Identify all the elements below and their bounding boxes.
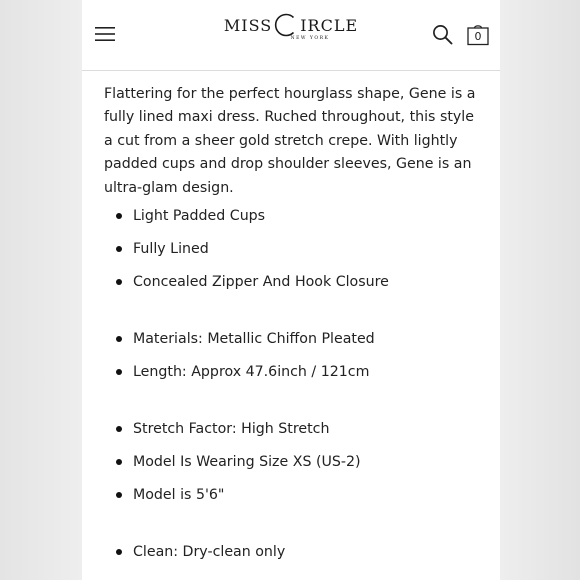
list-item: Model Is Wearing Size XS (US-2) bbox=[116, 452, 482, 485]
cart-count-badge: 0 bbox=[474, 30, 482, 43]
list-item: Materials: Metallic Chiffon Pleated bbox=[116, 329, 482, 362]
logo-text-left: MISS bbox=[223, 15, 273, 35]
list-item: Light Padded Cups bbox=[116, 206, 482, 239]
backdrop-left bbox=[0, 0, 82, 580]
product-feature-list bbox=[104, 206, 482, 575]
product-description: Flattering for the perfect hourglass shape, Gene is a fully lined maxi dress. Ruched throughout, this style a cut from a sheer gold stretch crepe. With lightly padded cups and drop shoulder sleeves, Gene is an ultra-glam design. bbox=[104, 86, 476, 196]
list-item: Length: Approx 47.6inch / 121cm bbox=[116, 362, 482, 395]
logo-circle-mark bbox=[273, 12, 299, 38]
list-item: Model is 5'6" bbox=[116, 485, 482, 518]
product-page bbox=[82, 0, 500, 580]
backdrop-right bbox=[500, 0, 580, 580]
list-item: Fully Lined bbox=[116, 239, 482, 272]
logo-text-right: IRCLE bbox=[300, 15, 359, 35]
list-item: Stretch Factor: High Stretch bbox=[116, 419, 482, 452]
search-icon[interactable] bbox=[432, 24, 454, 46]
list-item: Concealed Zipper And Hook Closure bbox=[116, 272, 482, 305]
logo-subtitle: NEW YORK bbox=[290, 36, 330, 41]
shopping-bag-icon[interactable] bbox=[466, 24, 490, 46]
product-details bbox=[82, 71, 500, 575]
logo-wordmark bbox=[224, 12, 358, 38]
site-header bbox=[82, 0, 500, 71]
list-item: Clean: Dry-clean only bbox=[116, 542, 482, 575]
